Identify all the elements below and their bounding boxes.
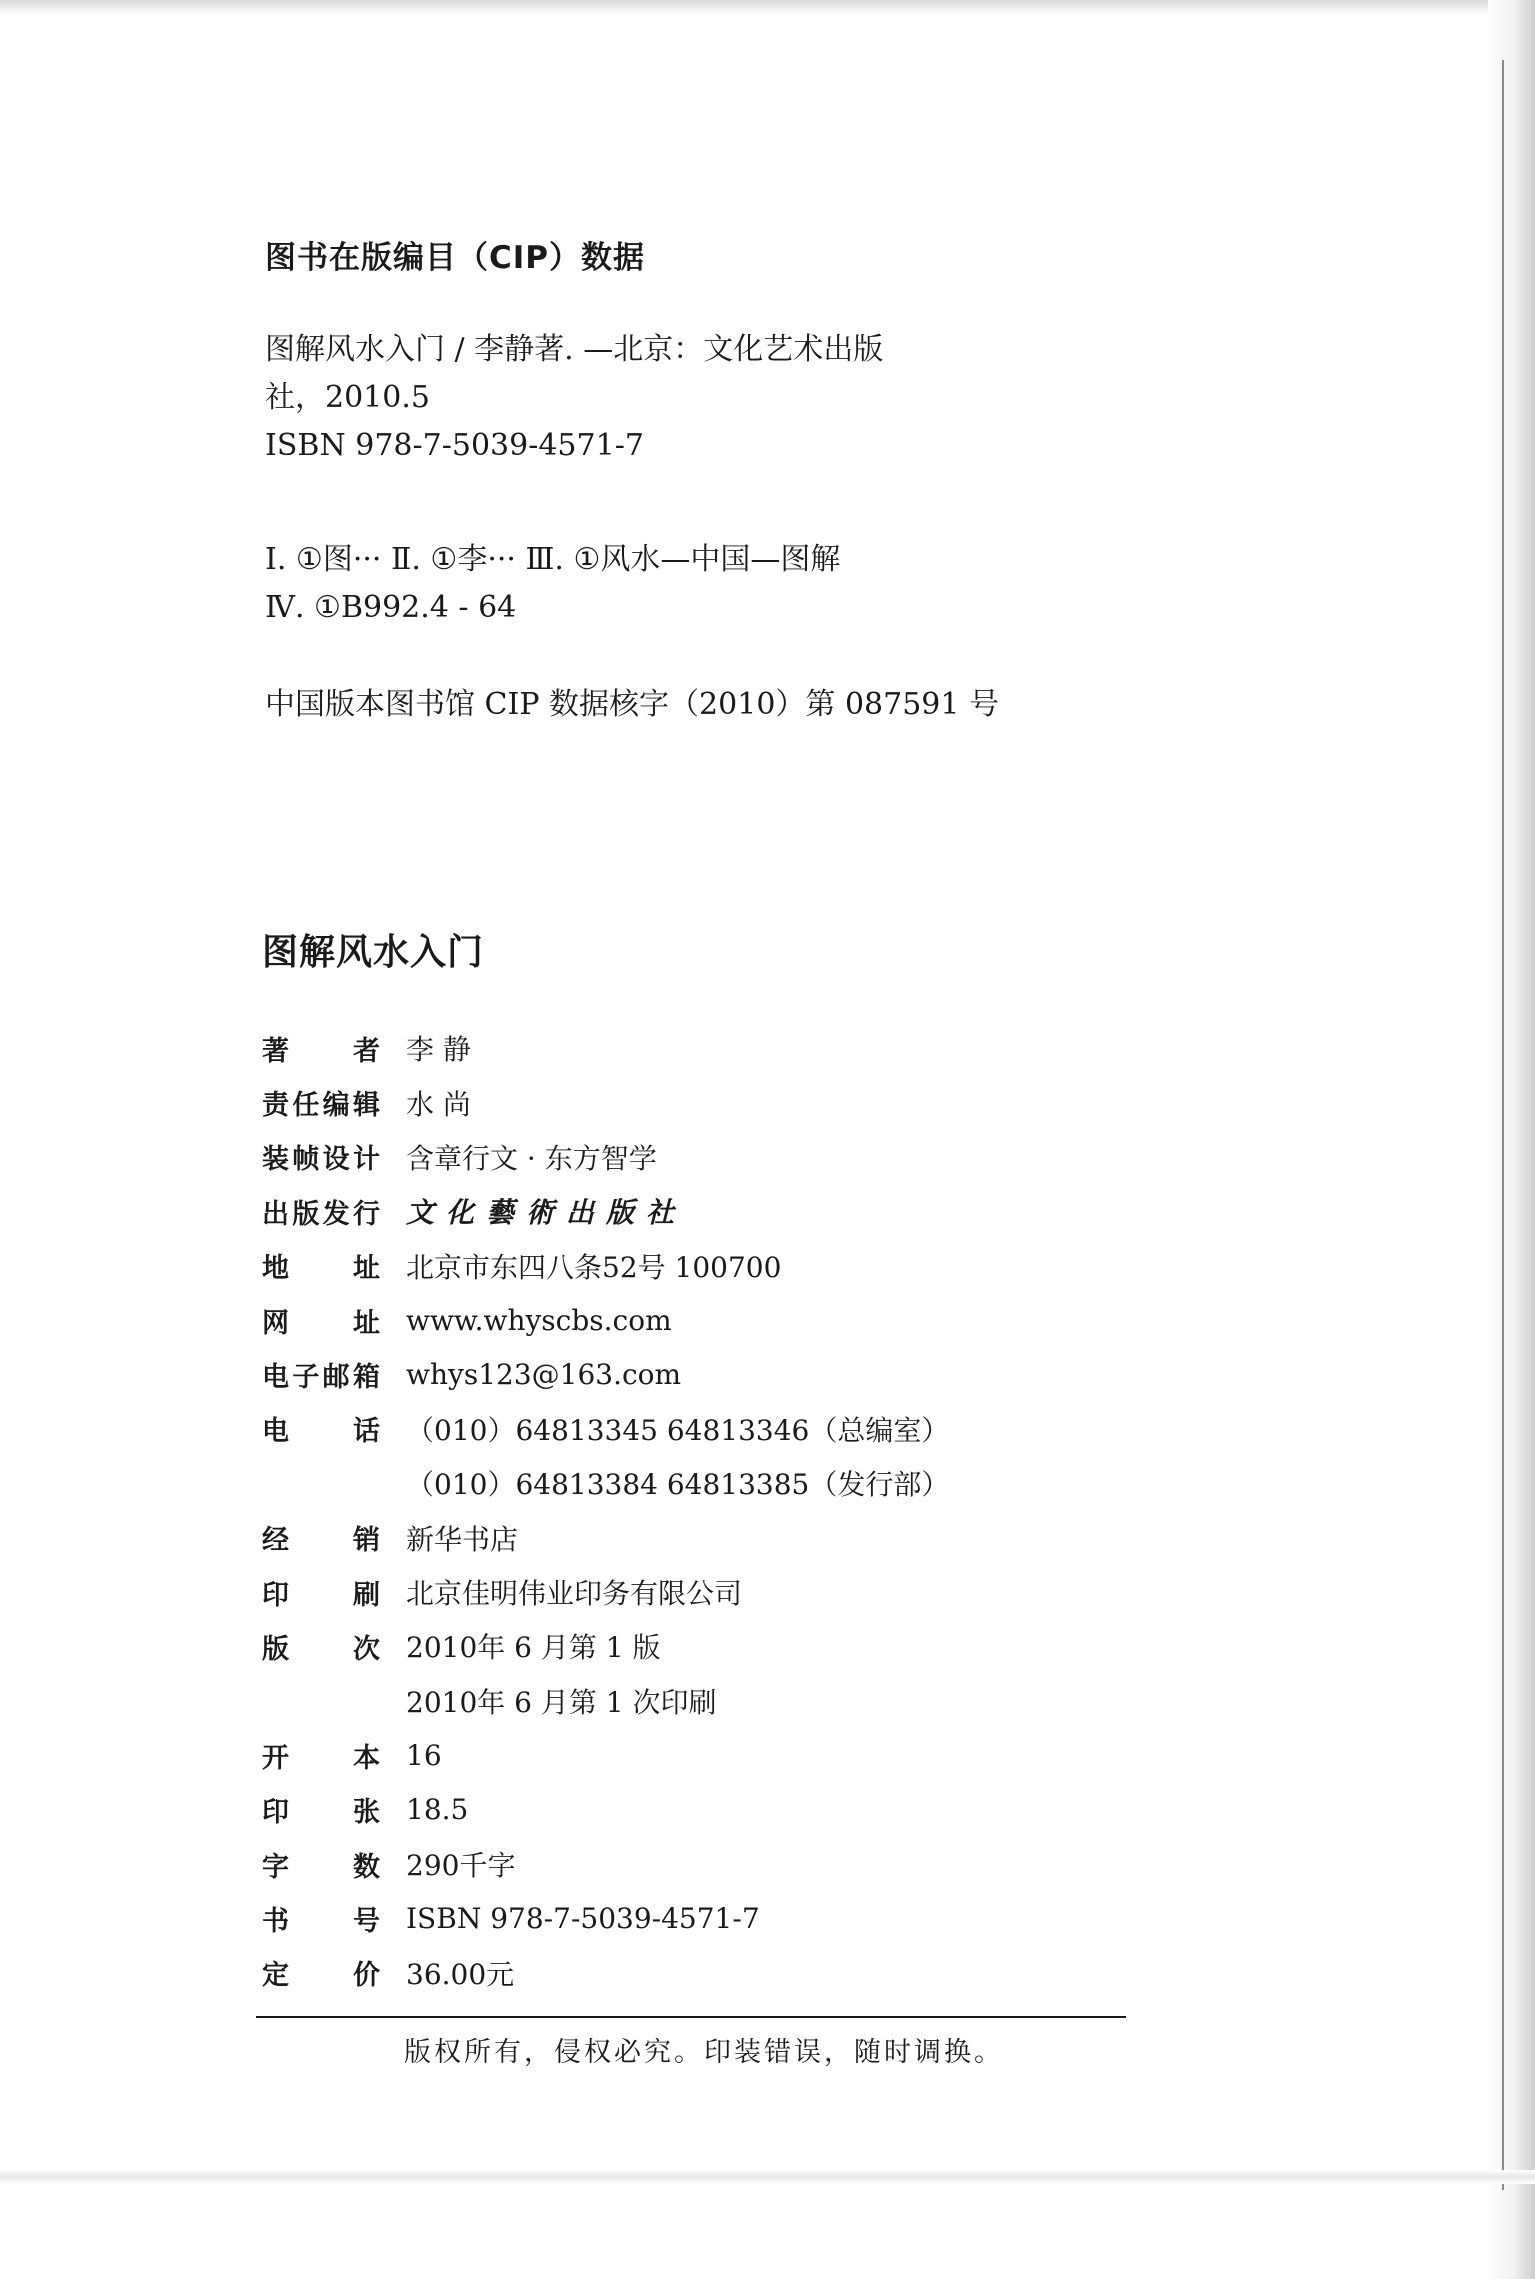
info-row [262,1184,949,1238]
info-label-char: 经 [262,1525,289,1557]
classification-line: Ⅳ. ①B992.4 - 64 [265,590,517,625]
info-row [262,1674,949,1728]
info-label [262,1573,380,1612]
info-label [262,1355,380,1394]
cip-entry-line: 图解风水入门 / 李静著. —北京：文化艺术出版 [265,332,884,367]
copyright-notice: 版权所有，侵权必究。印装错误，随时调换。 [404,2037,1004,2068]
book-title: 图解风水入门 [262,932,485,973]
info-value: 新华书店 [406,1522,519,1556]
info-label-char: 电 [262,1416,289,1448]
info-value: 16 [406,1738,442,1772]
info-row [262,1565,949,1619]
info-label [262,1192,380,1231]
info-label-char: 电 [262,1362,289,1394]
info-label [262,1137,380,1176]
info-label [262,1518,380,1557]
info-value: （010）64813345 64813346（总编室） [406,1413,950,1447]
info-label-char: 任 [292,1090,320,1122]
info-label [262,1409,380,1448]
info-label-char: 编 [322,1090,350,1122]
info-value: 2010年 6 月第 1 版 [406,1631,661,1665]
info-label [262,1083,380,1122]
info-value: 36.00元 [406,1957,515,1991]
info-label-char: 开 [262,1742,289,1774]
info-value: www.whyscbs.com [406,1303,672,1337]
info-label [262,1246,380,1285]
info-label-char: 版 [292,1198,320,1230]
info-row [262,1130,949,1184]
info-row [262,1239,949,1293]
info-row [262,1511,949,1565]
info-label-char: 字 [262,1851,289,1883]
info-label-char: 地 [262,1253,289,1285]
info-value: 2010年 6 月第 1 次印刷 [406,1685,717,1719]
info-label-char: 次 [353,1633,380,1665]
classification-line: Ⅰ. ①图··· Ⅱ. ①李··· Ⅲ. ①风水—中国—图解 [265,542,841,577]
cip-entry [265,326,1025,470]
info-value: （010）64813384 64813385（发行部） [406,1468,950,1502]
info-label-char: 数 [353,1851,380,1883]
classification-block [265,536,1025,632]
info-row [262,1728,949,1782]
info-label-char: 辑 [352,1090,380,1122]
info-label-char: 版 [262,1633,289,1665]
info-label [262,1953,380,1992]
info-row [262,1075,949,1129]
info-row [262,1891,949,1945]
info-value: 北京市东四八条52号 100700 [406,1250,782,1284]
info-value: 北京佳明伟业印务有限公司 [406,1577,743,1611]
scan-top-edge [0,0,1535,14]
info-row [262,1456,949,1510]
cip-verification-block [265,681,1025,729]
info-label-char: 子 [292,1362,320,1394]
info-label-char: 责 [262,1090,289,1122]
info-value: ISBN 978-7-5039-4571-7 [406,1901,760,1935]
footer-rule [256,2016,1126,2018]
info-label-char: 址 [353,1253,380,1285]
cip-entry-line: ISBN 978-7-5039-4571-7 [265,428,644,463]
info-label [262,1029,380,1068]
info-row [262,1347,949,1401]
info-label [262,1736,380,1775]
info-label [262,1790,380,1829]
info-label-char: 邮 [322,1362,350,1394]
info-label-char: 箱 [352,1362,380,1394]
info-label-char: 销 [353,1525,380,1557]
info-label-char: 发 [322,1198,350,1230]
imprint-info-table [262,1021,949,2000]
info-label [262,1627,380,1666]
info-row [262,1946,949,2000]
info-label-char: 者 [353,1035,380,1067]
info-value: 含章行文 · 东方智学 [406,1141,657,1175]
info-label [262,1301,380,1340]
info-value: 文化藝術出版社 [406,1196,687,1230]
cip-entry-line: 社，2010.5 [265,380,430,415]
info-label-char: 刷 [353,1579,380,1611]
info-value: 水 尚 [406,1087,471,1121]
info-label-char: 帧 [292,1144,320,1176]
info-label-char: 装 [262,1144,289,1176]
info-label [262,1845,380,1884]
info-value: 18.5 [406,1793,469,1827]
scan-right-edge [1488,0,1535,2279]
info-value: 李 静 [406,1033,471,1067]
info-label-char: 址 [353,1307,380,1339]
info-label-char: 定 [262,1960,289,1992]
info-value: whys123@163.com [406,1358,682,1392]
info-label-char: 计 [352,1144,380,1176]
info-label-char: 号 [353,1905,380,1937]
info-label-char: 网 [262,1307,289,1339]
info-label-char: 印 [262,1579,289,1611]
cip-verification: 中国版本图书馆 CIP 数据核字（2010）第 087591 号 [265,687,1000,722]
info-row [262,1619,949,1673]
info-label-char: 印 [262,1797,289,1829]
info-label-char: 著 [262,1035,289,1067]
info-row [262,1293,949,1347]
info-label-char: 行 [352,1198,380,1230]
info-row [262,1402,949,1456]
info-row [262,1782,949,1836]
info-label-char: 本 [353,1742,380,1774]
info-value: 290千字 [406,1849,516,1883]
page-binding-line [1502,60,1504,2190]
cip-heading: 图书在版编目（CIP）数据 [265,240,646,276]
info-label-char: 设 [322,1144,350,1176]
info-row [262,1021,949,1075]
info-label-char: 书 [262,1905,289,1937]
info-label [262,1899,380,1938]
info-label-char: 出 [262,1198,289,1230]
info-label-char: 张 [353,1797,380,1829]
info-label-char: 话 [353,1416,380,1448]
scan-bottom-edge [0,2170,1535,2184]
info-label-char: 价 [353,1960,380,1992]
info-row [262,1837,949,1891]
